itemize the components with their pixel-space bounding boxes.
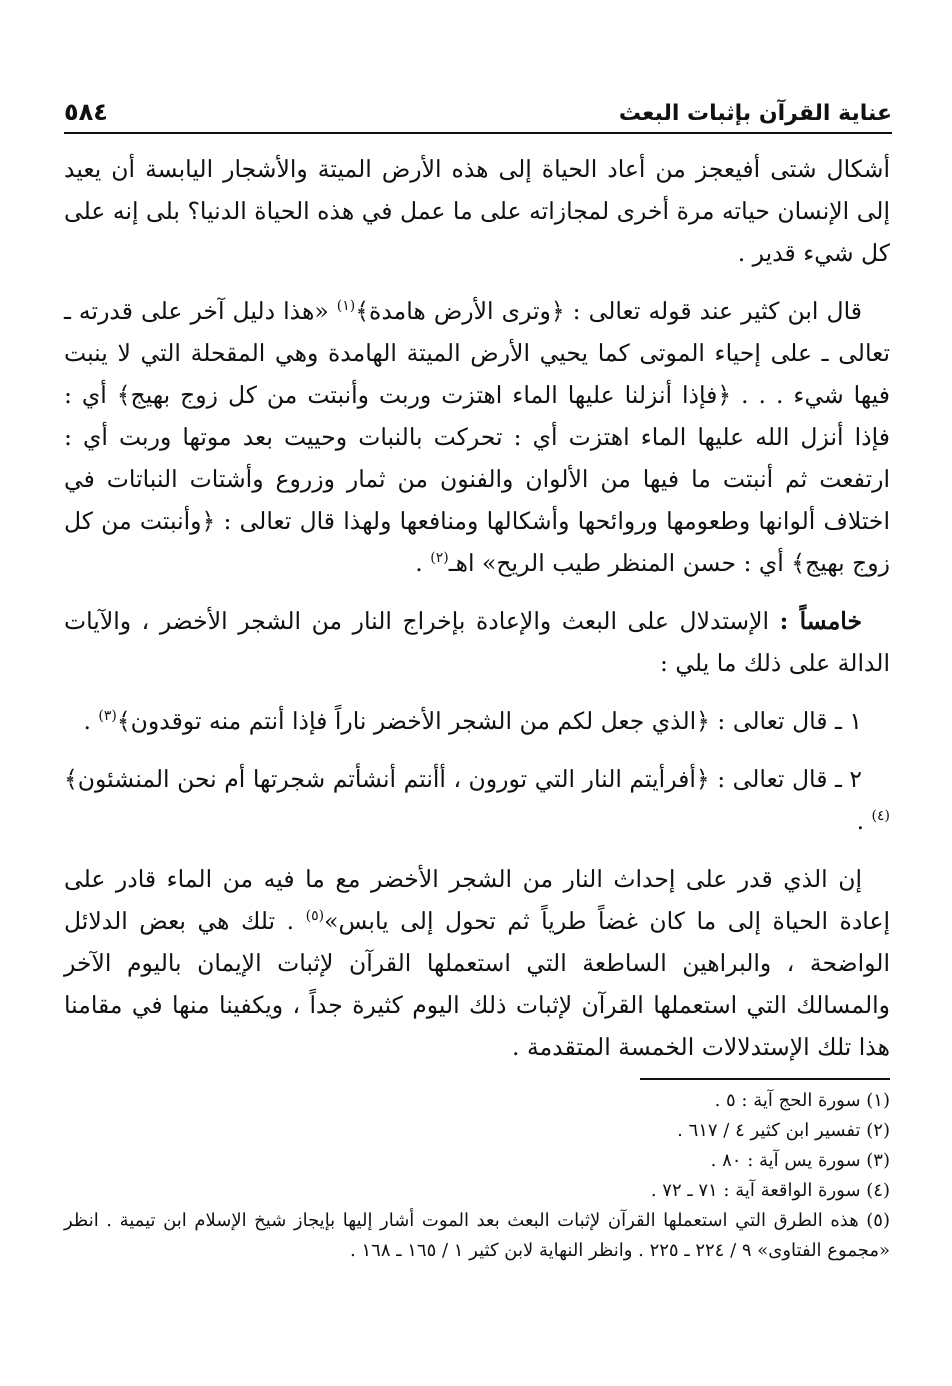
footnote-2: (٢) تفسير ابن كثير ٤ / ٦١٧ . bbox=[677, 1120, 890, 1141]
paragraph-3: خامساً : الإستدلال على البعث والإعادة بإخراج النار من الشجر الأخضر ، والآيات الدالة على ذلك ما يلي : bbox=[64, 607, 890, 677]
paragraph-2: قال ابن كثير عند قوله تعالى : ﴿وترى الأرض هامدة﴾$^{(١)}$ «هذا دليل آخر على قدرته ـ تعالى ـ على إحياء الموتى كما يحيي الأرض الميتة الهامدة وهي المقحلة التي لا ينبت فيها شيء . . . ﴿فإذا أنزلنا عليها الماء اهتزت وربت وأنبتت من كل زوج بهيج﴾ أي : فإذا أنزل الله عليها الماء اهتزت أي : تحركت بالنبات وحييت بعد موتها وربت أي : ارتفعت ثم أنبتت ما فيها من الألوان والفنون من ثمار وزروع وأشتات النباتات في اختلاف ألوانها وطعومها وروائحها وأشكالها ومنافعها ولهذا قال تعالى : ﴿وأنبتت من كل زوج بهيج﴾ أي : حسن المنظر طيب الريح» اهـ$^{(٢)}$ . bbox=[64, 297, 890, 577]
paragraph-5: ٢ ـ قال تعالى : ﴿أفرأيتم النار التي تورون ، أأنتم أنشأتم شجرتها أم نحن المنشئون﴾$^{(٤)}$ . bbox=[64, 765, 890, 835]
footnotes bbox=[64, 1086, 890, 1266]
footnote-4: (٤) سورة الواقعة آية : ٧١ ـ ٧٢ . bbox=[650, 1180, 890, 1201]
main-text bbox=[64, 148, 890, 1084]
paragraph-6: إن الذي قدر على إحداث النار من الشجر الأخضر مع ما فيه من الماء قادر على إعادة الحياة إلى ما كان غضاً طرياً ثم تحول إلى يابس»$^{(٥)}$ . تلك هي بعض الدلائل الواضحة ، والبراهين الساطعة التي استعملها القرآن لإثبات الإيمان باليوم الآخر والمسالك التي استعملها القرآن لإثبات ذلك اليوم كثيرة جداً ، ويكفينا منها في مقامنا هذا تلك الإستدلالات الخمسة المتقدمة . bbox=[64, 865, 890, 1061]
footnote-ref-5: (٥) bbox=[305, 908, 325, 925]
running-header bbox=[64, 92, 892, 134]
paragraph-1: أشكال شتى أفيعجز من أعاد الحياة إلى هذه الأرض الميتة والأشجار اليابسة أن يعيد إلى الإنسان حياته مرة أخرى لمجازاته على ما عمل في هذه الحياة الدنيا؟ بلى إنه على كل شيء قدير . bbox=[64, 155, 890, 267]
footnote-5: (٥) هذه الطرق التي استعملها القرآن لإثبات البعث بعد الموت أشار إليها بإيجاز شيخ الإسلام ابن تيمية . انظر «مجموع الفتاوى» ٩ / ٢٢٤ ـ ٢٢٥ . وانظر النهاية لابن كثير ١ / ١٦٥ ـ ١٦٨ . bbox=[64, 1210, 890, 1261]
footnote-ref-2: (٢) bbox=[430, 550, 449, 567]
footnote-1: (١) سورة الحج آية : ٥ . bbox=[714, 1090, 890, 1111]
page-number: ٥٨٤ bbox=[64, 98, 108, 126]
running-title: عناية القرآن بإثبات البعث bbox=[618, 101, 892, 126]
footnote-3: (٣) سورة يس آية : ٨٠ . bbox=[710, 1150, 890, 1171]
footnote-ref-1: (١) bbox=[336, 298, 356, 315]
paragraph-4: ١ ـ قال تعالى : ﴿الذي جعل لكم من الشجر الأخضر ناراً فإذا أنتم منه توقدون﴾$^{(٣)}$ . bbox=[83, 707, 862, 735]
footnote-ref-4: (٤) bbox=[871, 808, 890, 825]
footnote-divider bbox=[640, 1078, 890, 1080]
footnote-ref-3: (٣) bbox=[98, 708, 117, 725]
section-label: خامساً : bbox=[779, 607, 862, 635]
